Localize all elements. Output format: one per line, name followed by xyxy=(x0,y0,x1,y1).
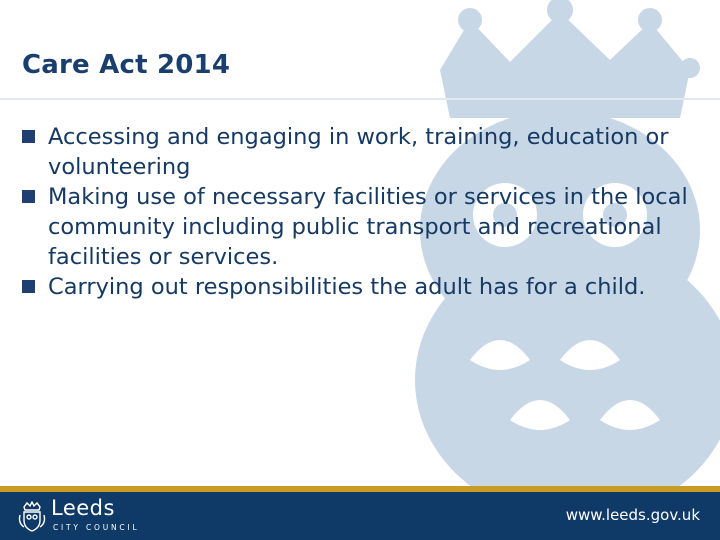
square-bullet-icon xyxy=(22,280,35,293)
bullet-text: Making use of necessary facilities or services in the local community including public transport and recreational facilities or services. xyxy=(48,184,688,270)
website-url[interactable]: www.leeds.gov.uk xyxy=(565,506,700,524)
list-item xyxy=(22,122,702,182)
footer-bar xyxy=(0,492,720,540)
slide-title: Care Act 2014 xyxy=(22,50,231,80)
list-item xyxy=(22,182,702,272)
square-bullet-icon xyxy=(22,190,35,203)
list-item xyxy=(22,272,702,302)
square-bullet-icon xyxy=(22,130,35,143)
title-divider xyxy=(0,98,720,100)
bullet-text: Accessing and engaging in work, training, education or volunteering xyxy=(48,124,669,180)
leeds-logo-text: Leeds xyxy=(51,496,115,520)
bullet-text: Carrying out responsibilities the adult has for a child. xyxy=(48,274,646,300)
bullet-list xyxy=(22,122,702,302)
city-council-text: CITY COUNCIL xyxy=(53,523,140,532)
leeds-crest-icon xyxy=(16,501,48,533)
